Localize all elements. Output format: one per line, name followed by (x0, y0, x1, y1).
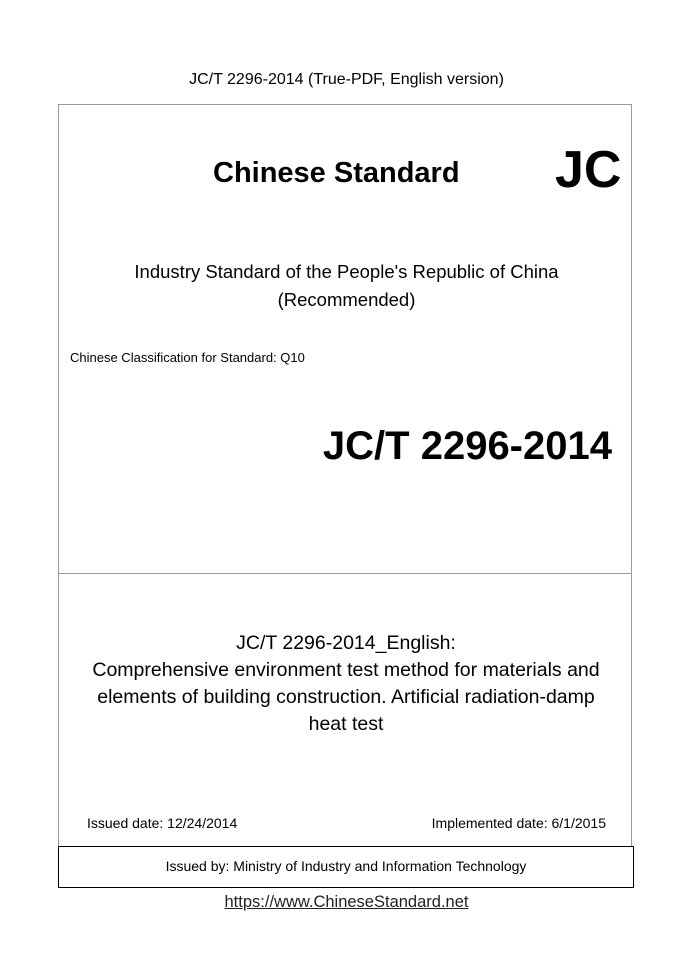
classification-label: Chinese Classification for Standard: Q10 (70, 350, 305, 365)
issuer-box (58, 846, 634, 888)
page-header: JC/T 2296-2014 (True-PDF, English version) (189, 71, 504, 88)
standard-mark: JC (555, 141, 622, 199)
issued-date: Issued date: 12/24/2014 (87, 815, 238, 831)
cover-title: Chinese Standard (213, 157, 460, 189)
industry-statement (0, 258, 693, 314)
standard-number: JC/T 2296-2014 (322, 424, 612, 468)
industry-line-2: (Recommended) (277, 289, 416, 310)
document-title (58, 630, 634, 738)
industry-line-1: Industry Standard of the People's Republic of China (134, 261, 559, 282)
document-title-line-1: JC/T 2296-2014_English: (236, 632, 456, 654)
footer-link[interactable]: https://www.ChineseStandard.net (224, 893, 469, 911)
document-title-line-3: elements of building construction. Artificial radiation-damp (97, 686, 595, 708)
document-title-line-4: heat test (308, 713, 384, 735)
document-title-line-2: Comprehensive environment test method for materials and (92, 659, 600, 681)
issuer-text: Issued by: Ministry of Industry and Information Technology (165, 858, 527, 874)
implemented-date: Implemented date: 6/1/2015 (431, 815, 606, 831)
